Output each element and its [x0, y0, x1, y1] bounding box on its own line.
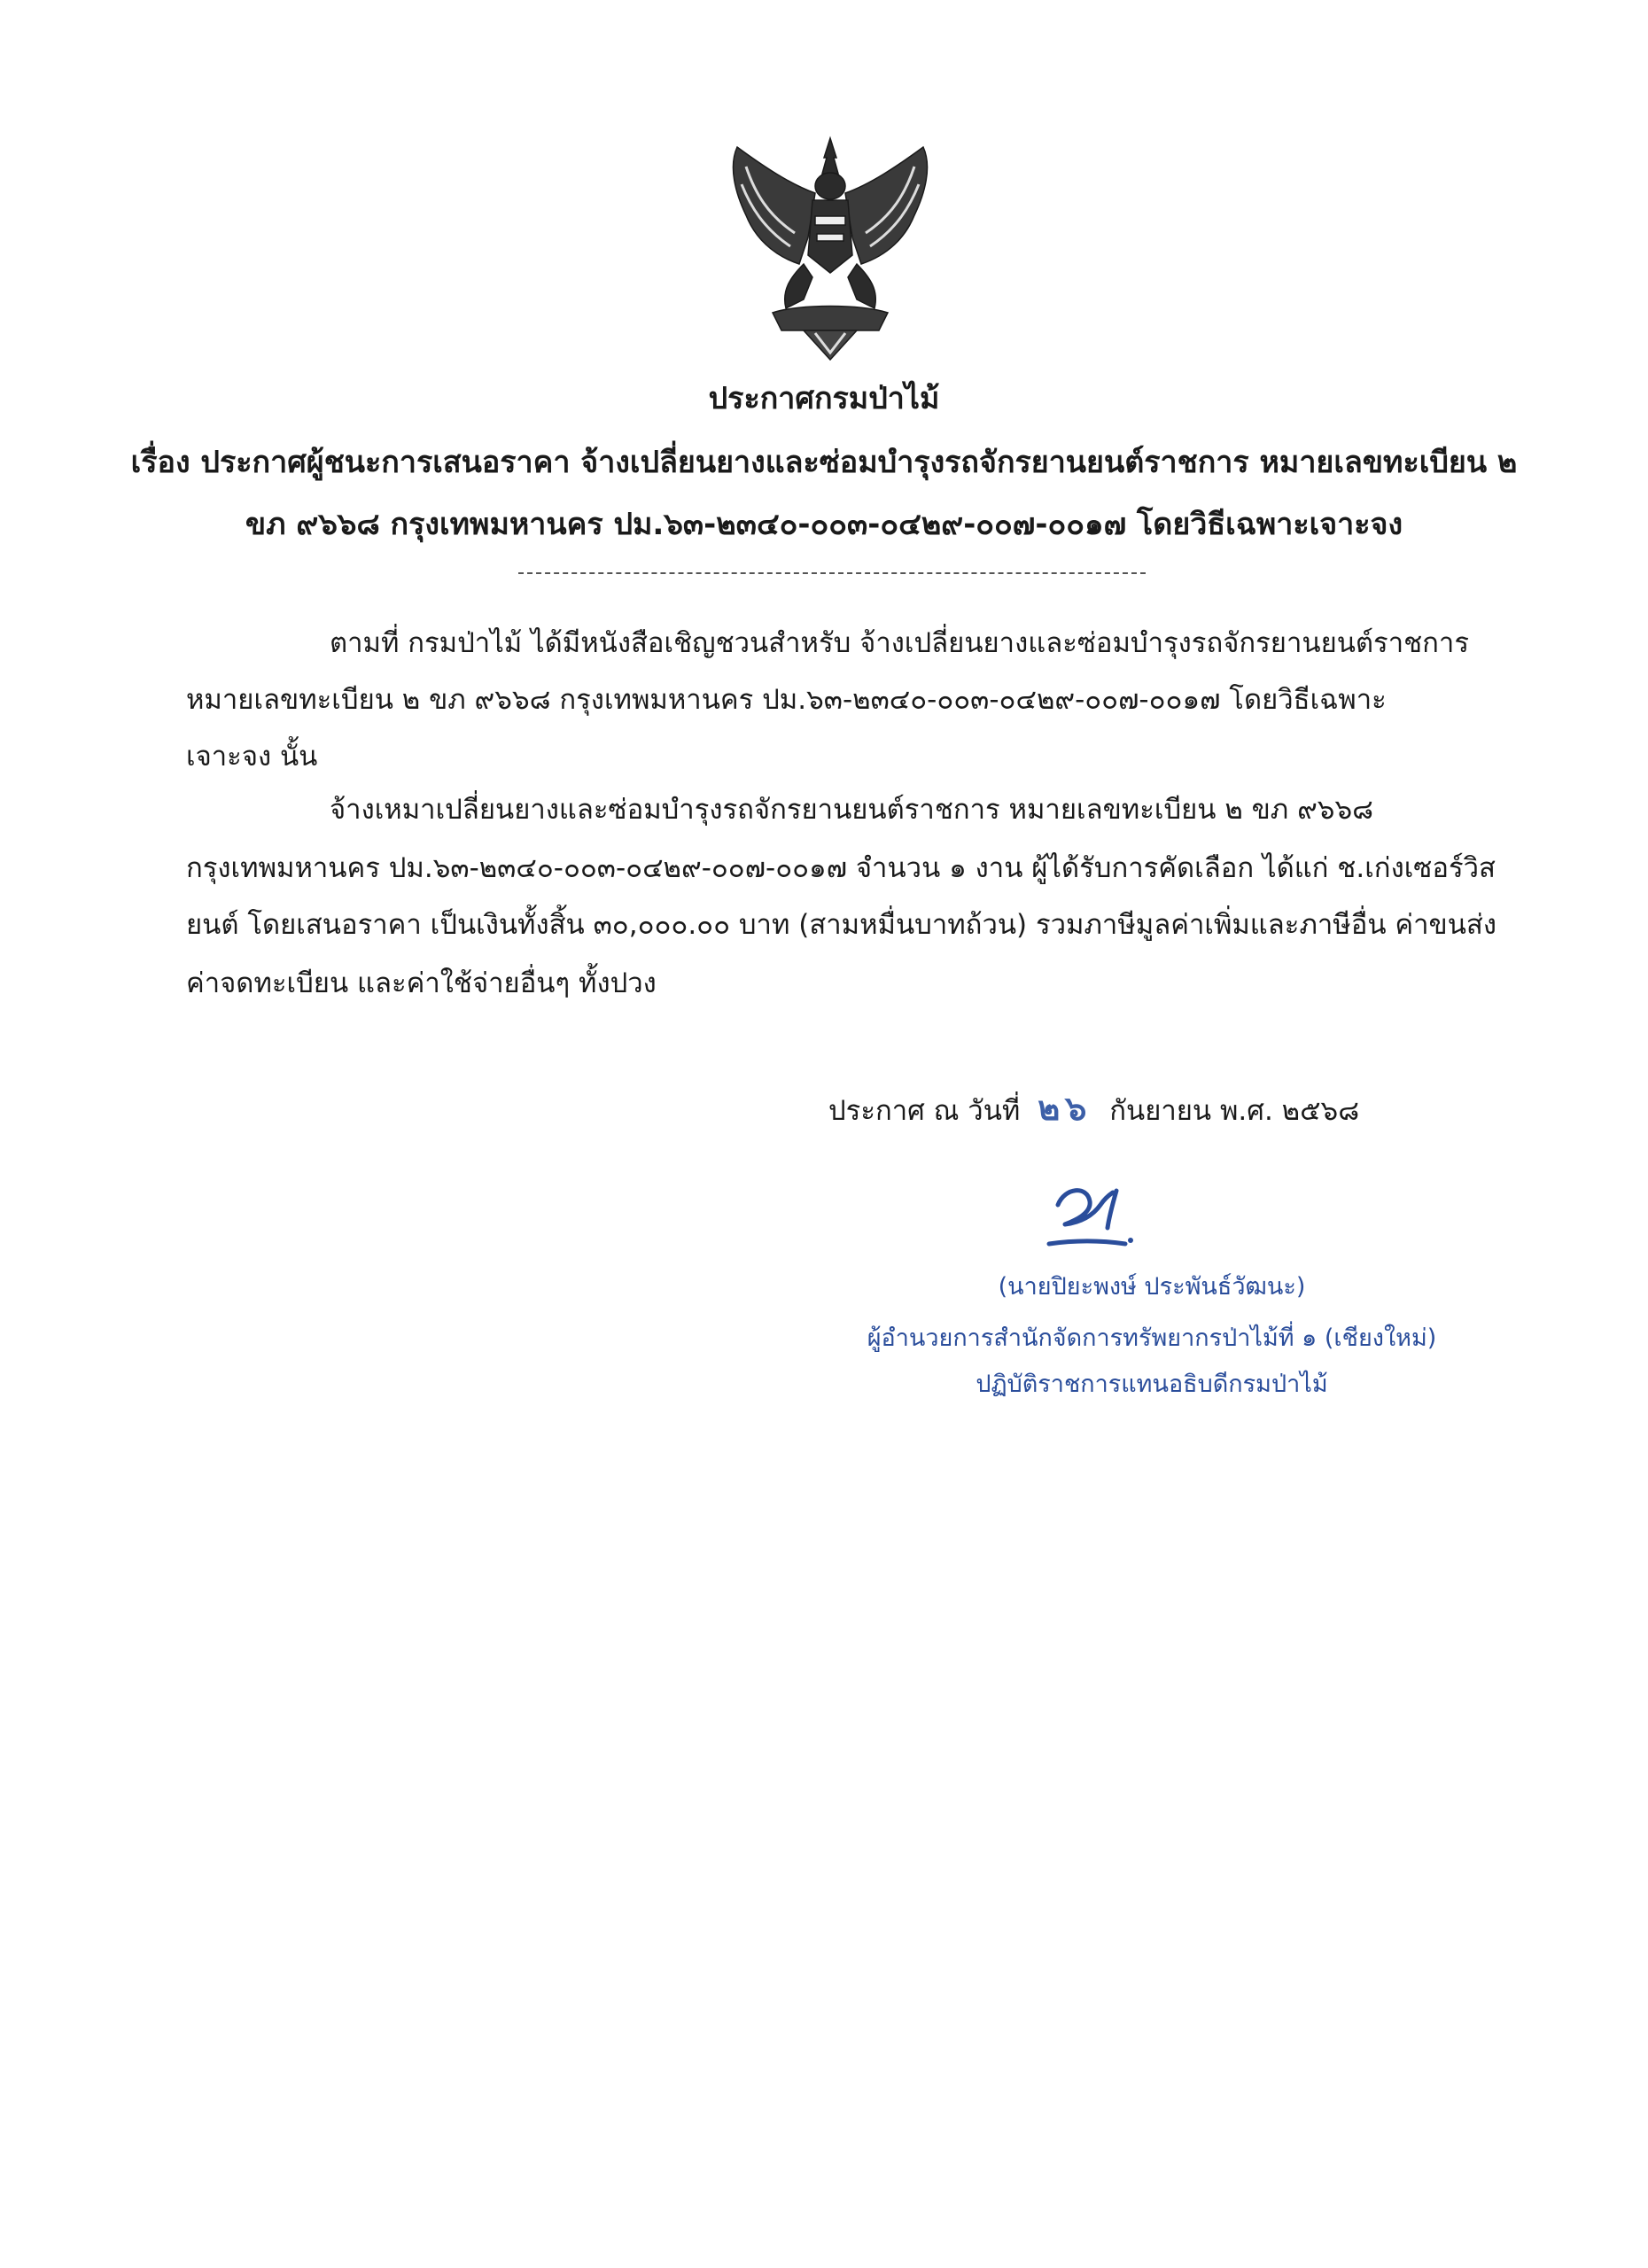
announcement-subject-line-2: ขภ ๙๖๖๘ กรุงเทพมหานคร ปม.๖๓-๒๓๔๐-๐๐๓-๐๔๒๙-๐๐๗-๐๐๑๗ โดยวิธีเฉพาะเจาะจง: [245, 507, 1403, 542]
announcement-date: [828, 1081, 1359, 1135]
paragraph-2-line-3: ยนต์ โดยเสนอราคา เป็นเงินทั้งสิ้น ๓๐,๐๐๐.๐๐ บาท (สามหมื่นบาทถ้วน) รวมภาษีมูลค่าเพิ่มและภาษีอื่น ค่าขนส่ง: [186, 909, 1496, 941]
date-day: ๒๖: [1038, 1089, 1092, 1128]
paragraph-2-line-4: ค่าจดทะเบียน และค่าใช้จ่ายอื่นๆ ทั้งปวง: [186, 967, 657, 999]
paragraph-1-line-1: ตามที่ กรมป่าไม้ ได้มีหนังสือเชิญชวนสำหรับ จ้างเปลี่ยนยางและซ่อมบำรุงรถจักรยานยนต์ราชการ: [330, 627, 1469, 659]
signer-acting: ปฏิบัติราชการแทนอธิบดีกรมป่าไม้: [976, 1371, 1328, 1398]
announcement-heading: ประกาศกรมป่าไม้: [708, 381, 940, 416]
garuda-emblem-icon: [719, 131, 941, 363]
paragraph-2-line-2: กรุงเทพมหานคร ปม.๖๓-๒๓๔๐-๐๐๓-๐๔๒๙-๐๐๗-๐๐๑๗ จำนวน ๑ งาน ผู้ได้รับการคัดเลือก ได้แก่ ช.เก่งเซอร์วิส: [186, 852, 1496, 884]
paragraph-1-line-2: หมายเลขทะเบียน ๒ ขภ ๙๖๖๘ กรุงเทพมหานคร ปม.๖๓-๒๓๔๐-๐๐๓-๐๔๒๙-๐๐๗-๐๐๑๗ โดยวิธีเฉพาะ: [186, 684, 1387, 716]
signer-position: ผู้อำนวยการสำนักจัดการทรัพยากรป่าไม้ที่ ๑ (เชียงใหม่): [867, 1324, 1437, 1352]
handwritten-signature-icon: [1038, 1178, 1154, 1267]
paragraph-1-line-3: เจาะจง นั้น: [186, 741, 318, 773]
signer-name: (นายปิยะพงษ์ ประพันธ์วัฒนะ): [998, 1273, 1306, 1301]
date-prefix: ประกาศ ณ วันที่: [828, 1095, 1021, 1127]
date-suffix: กันยายน พ.ศ. ๒๕๖๘: [1109, 1095, 1360, 1127]
divider-rule: [518, 572, 1146, 574]
paragraph-2-line-1: จ้างเหมาเปลี่ยนยางและซ่อมบำรุงรถจักรยานยนต์ราชการ หมายเลขทะเบียน ๒ ขภ ๙๖๖๘: [330, 794, 1374, 826]
announcement-subject-line-1: เรื่อง ประกาศผู้ชนะการเสนอราคา จ้างเปลี่ยนยางและซ่อมบำรุงรถจักรยานยนต์ราชการ หมายเลขทะเบียน ๒: [130, 445, 1518, 480]
